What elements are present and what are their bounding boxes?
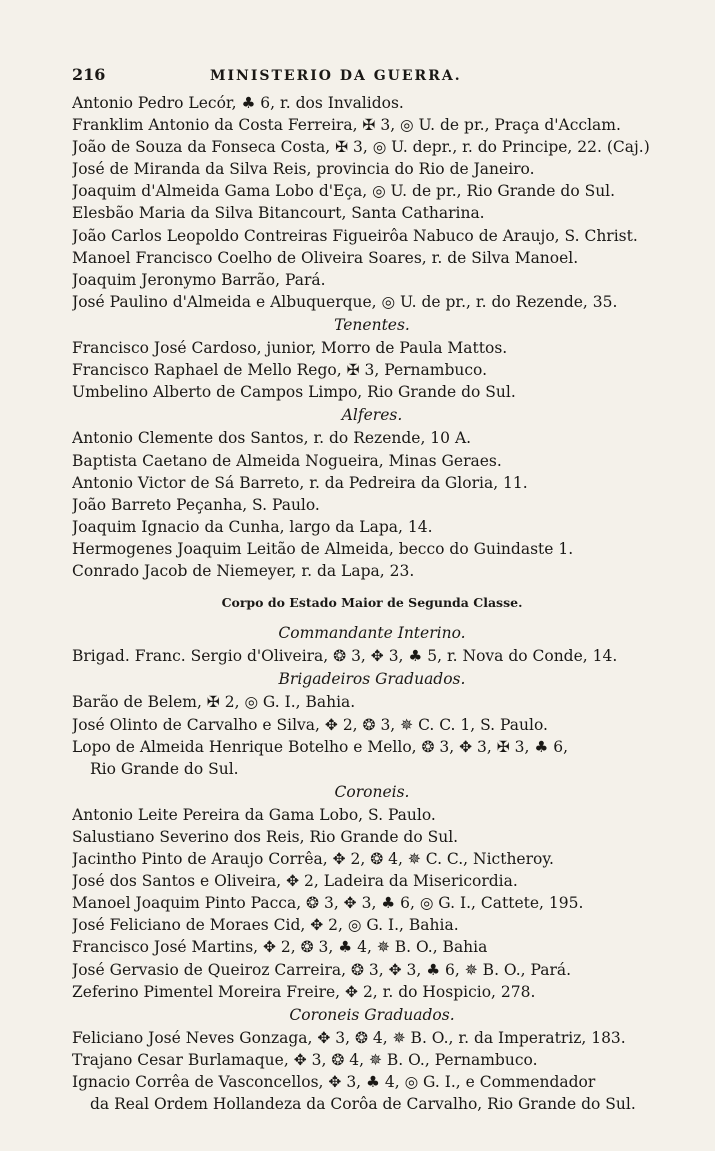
list-item: Antonio Victor de Sá Barreto, r. da Pedreira da Gloria, 11. <box>72 473 528 492</box>
list-item: Conrado Jacob de Niemeyer, r. da Lapa, 23. <box>72 561 415 580</box>
list-item: Manoel Joaquim Pinto Pacca, ❂ 3, ✥ 3, ♣ 6, ◎ G. I., Cattete, 195. <box>72 894 584 913</box>
list-item: Francisco José Martins, ✥ 2, ❂ 3, ♣ 4, ✵ B. O., Bahia <box>72 938 488 957</box>
list-item: Joaquim Jeronymo Barrão, Pará. <box>72 270 326 289</box>
list-item: Elesbão Maria da Silva Bitancourt, Santa Catharina. <box>72 204 485 223</box>
list-item: João Carlos Leopoldo Contreiras Figueirôa Nabuco de Araujo, S. Christ. <box>72 226 638 245</box>
entry-list-coroneis-graduados <box>72 1027 672 1115</box>
list-item: Francisco Raphael de Mello Rego, ✠ 3, Pernambuco. <box>72 361 488 380</box>
list-item: Salustiano Severino dos Reis, Rio Grande do Sul. <box>72 828 459 846</box>
list-item: Manoel Francisco Coelho de Oliveira Soares, r. de Silva Manoel. <box>72 248 579 267</box>
list-item: Feliciano José Neves Gonzaga, ✥ 3, ❂ 4, ✵ B. O., r. da Imperatriz, 183. <box>72 1028 626 1047</box>
list-item: José Paulino d'Almeida e Albuquerque, ◎ U. de pr., r. do Rezende, 35. <box>72 292 618 311</box>
entry-list-alferes <box>72 427 672 582</box>
section-heading-coroneis-graduados: Coroneis Graduados. <box>289 1005 455 1024</box>
list-item: Barão de Belem, ✠ 2, ◎ G. I., Bahia. <box>72 693 356 712</box>
list-item: Umbelino Alberto de Campos Limpo, Rio Grande do Sul. <box>72 383 516 402</box>
list-item: Joaquim d'Almeida Gama Lobo d'Eça, ◎ U. de pr., Rio Grande do Sul. <box>72 182 616 201</box>
section-heading-tenentes: Tenentes. <box>334 315 410 334</box>
list-item-continuation: da Real Ordem Hollandeza da Corôa de Carvalho, Rio Grande do Sul. <box>90 1095 636 1114</box>
section-heading-commandante: Commandante Interino. <box>278 624 466 643</box>
list-item: José Feliciano de Moraes Cid, ✥ 2, ◎ G. I., Bahia. <box>72 916 459 935</box>
section-heading-alferes: Alferes. <box>341 406 403 425</box>
page-header <box>72 64 672 88</box>
list-item: Franklim Antonio da Costa Ferreira, ✠ 3, ◎ U. de pr., Praça d'Acclam. <box>72 116 621 135</box>
list-item: Francisco José Cardoso, junior, Morro de Paula Mattos. <box>72 339 508 358</box>
entry-list-officers <box>72 92 672 313</box>
entry-list-commandante <box>72 645 672 667</box>
page-number: 216 <box>72 65 106 84</box>
list-item: Antonio Clemente dos Santos, r. do Rezende, 10 A. <box>72 429 472 448</box>
list-item: José Gervasio de Queiroz Carreira, ❂ 3, ✥ 3, ♣ 6, ✵ B. O., Pará. <box>72 960 572 979</box>
section-heading-coroneis: Coroneis. <box>334 782 410 801</box>
list-item: João Barreto Peçanha, S. Paulo. <box>72 495 320 514</box>
list-item: José dos Santos e Oliveira, ✥ 2, Ladeira da Misericordia. <box>72 872 518 891</box>
list-item: José Olinto de Carvalho e Silva, ✥ 2, ❂ 3, ✵ C. C. 1, S. Paulo. <box>72 715 548 734</box>
list-item: Lopo de Almeida Henrique Botelho e Mello, ❂ 3, ✥ 3, ✠ 3, ♣ 6, <box>72 737 569 756</box>
list-item: Joaquim Ignacio da Cunha, largo da Lapa, 14. <box>72 517 433 536</box>
list-item: Zeferino Pimentel Moreira Freire, ✥ 2, r. do Hospicio, 278. <box>72 982 536 1001</box>
entry-list-brigadeiros <box>72 691 672 779</box>
list-item-continuation: Rio Grande do Sul. <box>90 759 239 778</box>
page-content <box>72 64 672 1115</box>
list-item: Baptista Caetano de Almeida Nogueira, Minas Geraes. <box>72 451 502 470</box>
list-item: Brigad. Franc. Sergio d'Oliveira, ❂ 3, ✥ 3, ♣ 5, r. Nova do Conde, 14. <box>72 647 618 666</box>
list-item: João de Souza da Fonseca Costa, ✠ 3, ◎ U. depr., r. do Principe, 22. (Caj.) <box>72 138 650 157</box>
list-item: Antonio Leite Pereira da Gama Lobo, S. Paulo. <box>72 805 436 824</box>
running-title: MINISTERIO DA GUERRA. <box>210 68 462 84</box>
list-item: Trajano Cesar Burlamaque, ✥ 3, ❂ 4, ✵ B. O., Pernambuco. <box>72 1050 538 1069</box>
list-item: Antonio Pedro Lecór, ♣ 6, r. dos Invalidos. <box>72 94 404 112</box>
section-title-corpo: Corpo do Estado Maior de Segunda Classe. <box>221 595 523 611</box>
list-item: Hermogenes Joaquim Leitão de Almeida, becco do Guindaste 1. <box>72 539 574 558</box>
list-item: Jacintho Pinto de Araujo Corrêa, ✥ 2, ❂ 4, ✵ C. C., Nictheroy. <box>72 850 554 869</box>
entry-list-tenentes <box>72 337 672 403</box>
list-item: José de Miranda da Silva Reis, provincia do Rio de Janeiro. <box>72 160 535 179</box>
entry-list-coroneis <box>72 804 672 1003</box>
section-heading-brigadeiros: Brigadeiros Graduados. <box>278 670 466 689</box>
list-item: Ignacio Corrêa de Vasconcellos, ✥ 3, ♣ 4, ◎ G. I., e Commendador <box>72 1073 596 1092</box>
